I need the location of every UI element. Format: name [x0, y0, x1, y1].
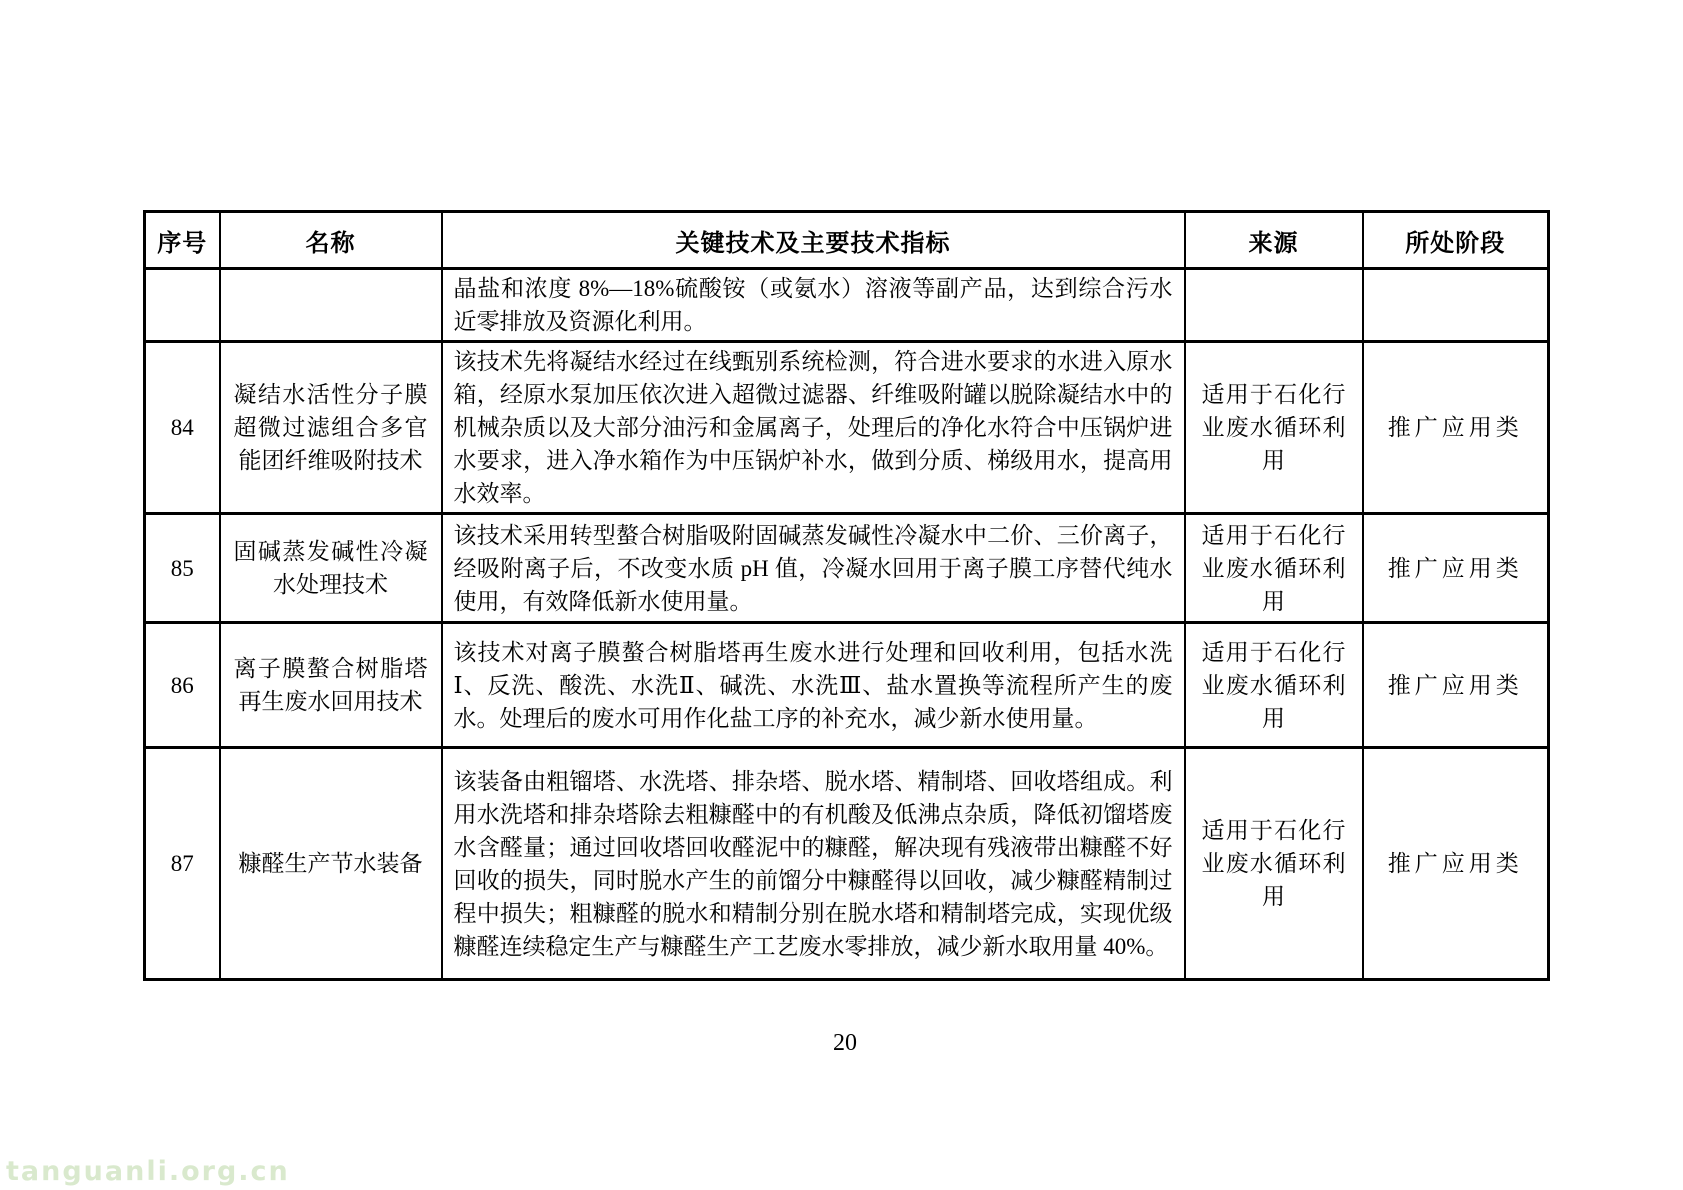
cell-stage: 推广应用类 [1363, 748, 1549, 980]
cell-tech: 晶盐和浓度 8%—18%硫酸铵（或氨水）溶液等副产品，达到综合污水近零排放及资源化利用。 [442, 269, 1185, 342]
cell-name: 固碱蒸发碱性冷凝水处理技术 [220, 514, 442, 623]
column-header-name: 名称 [220, 212, 442, 269]
column-header-serial: 序号 [145, 212, 220, 269]
column-header-tech: 关键技术及主要技术指标 [442, 212, 1185, 269]
cell-source: 适用于石化行业废水循环利用 [1185, 342, 1363, 514]
cell-tech: 该技术对离子膜螯合树脂塔再生废水进行处理和回收利用，包括水洗Ⅰ、反洗、酸洗、水洗Ⅱ、碱洗、水洗Ⅲ、盐水置换等流程所产生的废水。处理后的废水可用作化盐工序的补充水，减少新水使用量。 [442, 623, 1185, 748]
cell-name: 离子膜螯合树脂塔再生废水回用技术 [220, 623, 442, 748]
cell-source [1185, 269, 1363, 342]
cell-name [220, 269, 442, 342]
cell-source: 适用于石化行业废水循环利用 [1185, 514, 1363, 623]
cell-serial: 87 [145, 748, 220, 980]
table-row [145, 342, 1549, 514]
cell-source: 适用于石化行业废水循环利用 [1185, 623, 1363, 748]
watermark: tanguanli.org.cn [6, 1156, 290, 1187]
table-row [145, 269, 1549, 342]
cell-serial: 85 [145, 514, 220, 623]
column-header-source: 来源 [1185, 212, 1363, 269]
cell-serial: 84 [145, 342, 220, 514]
cell-tech: 该技术先将凝结水经过在线甄别系统检测，符合进水要求的水进入原水箱，经原水泵加压依次进入超微过滤器、纤维吸附罐以脱除凝结水中的机械杂质以及大部分油污和金属离子，处理后的净化水符合中压锅炉进水要求，进入净水箱作为中压锅炉补水，做到分质、梯级用水，提高用水效率。 [442, 342, 1185, 514]
cell-stage: 推广应用类 [1363, 342, 1549, 514]
cell-source: 适用于石化行业废水循环利用 [1185, 748, 1363, 980]
table-header-row [145, 212, 1549, 269]
cell-serial: 86 [145, 623, 220, 748]
cell-stage: 推广应用类 [1363, 623, 1549, 748]
cell-serial [145, 269, 220, 342]
cell-tech: 该技术采用转型螯合树脂吸附固碱蒸发碱性冷凝水中二价、三价离子，经吸附离子后，不改变水质 pH 值，冷凝水回用于离子膜工序替代纯水使用，有效降低新水使用量。 [442, 514, 1185, 623]
cell-stage [1363, 269, 1549, 342]
page-number: 20 [833, 1030, 857, 1056]
cell-name: 糠醛生产节水装备 [220, 748, 442, 980]
table-row [145, 623, 1549, 748]
technology-table [143, 210, 1550, 981]
column-header-stage: 所处阶段 [1363, 212, 1549, 269]
cell-stage: 推广应用类 [1363, 514, 1549, 623]
cell-name: 凝结水活性分子膜超微过滤组合多官能团纤维吸附技术 [220, 342, 442, 514]
table-row [145, 514, 1549, 623]
cell-tech: 该装备由粗镏塔、水洗塔、排杂塔、脱水塔、精制塔、回收塔组成。利用水洗塔和排杂塔除去粗糠醛中的有机酸及低沸点杂质，降低初馏塔废水含醛量；通过回收塔回收醛泥中的糠醛，解决现有残液带出糠醛不好回收的损失，同时脱水产生的前馏分中糠醛得以回收，减少糠醛精制过程中损失；粗糠醛的脱水和精制分别在脱水塔和精制塔完成，实现优级糠醛连续稳定生产与糠醛生产工艺废水零排放，减少新水取用量 40%。 [442, 748, 1185, 980]
table-row [145, 748, 1549, 980]
